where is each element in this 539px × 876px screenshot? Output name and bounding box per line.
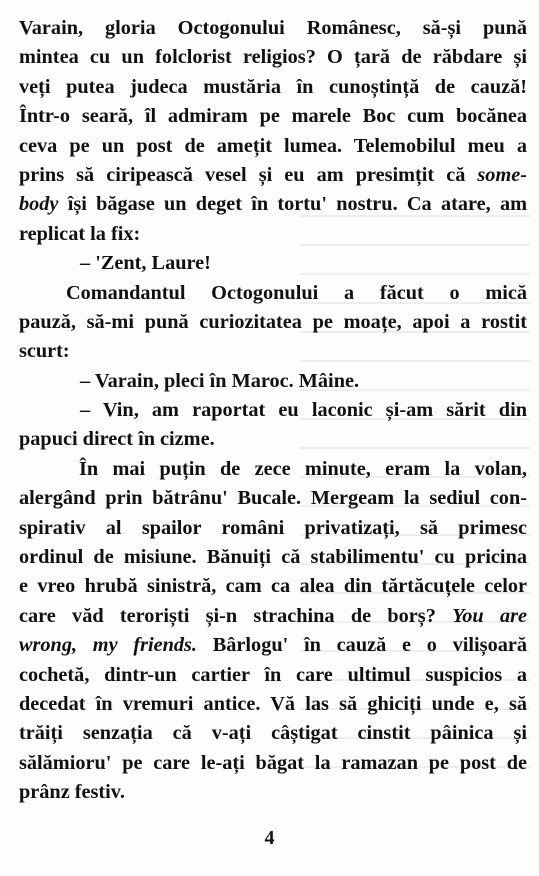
italic-you-are: You are: [452, 604, 527, 627]
text-line-19: ordinul de misiune. Bănuiți că stabilimentu' cu pricina: [19, 546, 527, 569]
text-line-22-roman: Bârlogu' în cauză e o vilișoară: [197, 634, 527, 657]
text-line-7: [19, 190, 527, 219]
page-number: 4: [264, 827, 275, 849]
text-line-7-roman: își băgase un deget în tortu' nostru. Ca atare, am: [58, 193, 527, 216]
italic-somebody-part1: some-: [477, 163, 527, 186]
text-line-24: decedat în vremuri antice. Vă las să ghiciți unde e, să: [19, 692, 527, 715]
text-line-23: cochetă, dintr-un cartier în care ultimul suspicios a: [19, 663, 527, 686]
text-line-1: Varain, gloria Octogonului Românesc, să-și pună: [19, 17, 527, 39]
text-line-5: ceva pe un post de amețit lumea. Telemobilul meu a: [19, 134, 527, 157]
text-line-6: [19, 161, 527, 190]
italic-somebody-part2: body: [19, 193, 59, 216]
text-line-8: replicat la fix:: [19, 222, 141, 245]
body-text: [19, 14, 527, 808]
text-line-17: alergând prin bătrânu' Bucale. Mergeam la sediul con-: [19, 487, 527, 510]
text-line-10: Comandantul Octogonului a făcut o mică: [66, 281, 527, 304]
text-line-27: prânz festiv.: [19, 781, 125, 804]
text-line-12: scurt:: [19, 340, 70, 363]
text-line-4: Într-o seară, îl admiram pe marele Boc cum bocănea: [19, 105, 527, 128]
text-line-11: pauză, să-mi pună curiozitatea pe moațe, apoi a rostit: [19, 310, 527, 333]
italic-wrong-my-friends: wrong, my friends.: [19, 634, 197, 657]
text-line-25: trăiți senzația că v-ați câștigat cinstit pâinica și: [19, 722, 527, 745]
text-line-26: sălămioru' pe care le-ați băgat la ramazan pe post de: [19, 751, 527, 774]
text-line-14: – Vin, am raportat eu laconic și-am sărit din: [80, 399, 527, 422]
text-line-6-roman: prins să ciripească vesel și eu am presimțit că: [19, 163, 466, 186]
text-line-18: spirativ al spailor români privatizați, să primesc: [19, 516, 527, 539]
text-line-20: e vreo hrubă sinistră, cam ca alea din tărtăcuțele celor: [19, 575, 527, 598]
text-line-16: În mai puțin de zece minute, eram la volan,: [79, 457, 527, 480]
text-line-13: – Varain, pleci în Maroc. Mâine.: [80, 369, 360, 392]
text-line-21: [19, 602, 527, 631]
text-line-3: veți putea judeca mustăria în cunoștință de cauză!: [19, 75, 527, 98]
text-line-15: papuci direct în cizme.: [19, 428, 215, 451]
text-line-2: mintea cu un folclorist religios? O țară de răbdare și: [19, 46, 527, 69]
text-line-22: [19, 631, 527, 660]
text-line-9: – 'Zent, Laure!: [80, 252, 211, 275]
text-line-21-roman: care văd teroriști și-n strachina de borș?: [19, 604, 436, 627]
